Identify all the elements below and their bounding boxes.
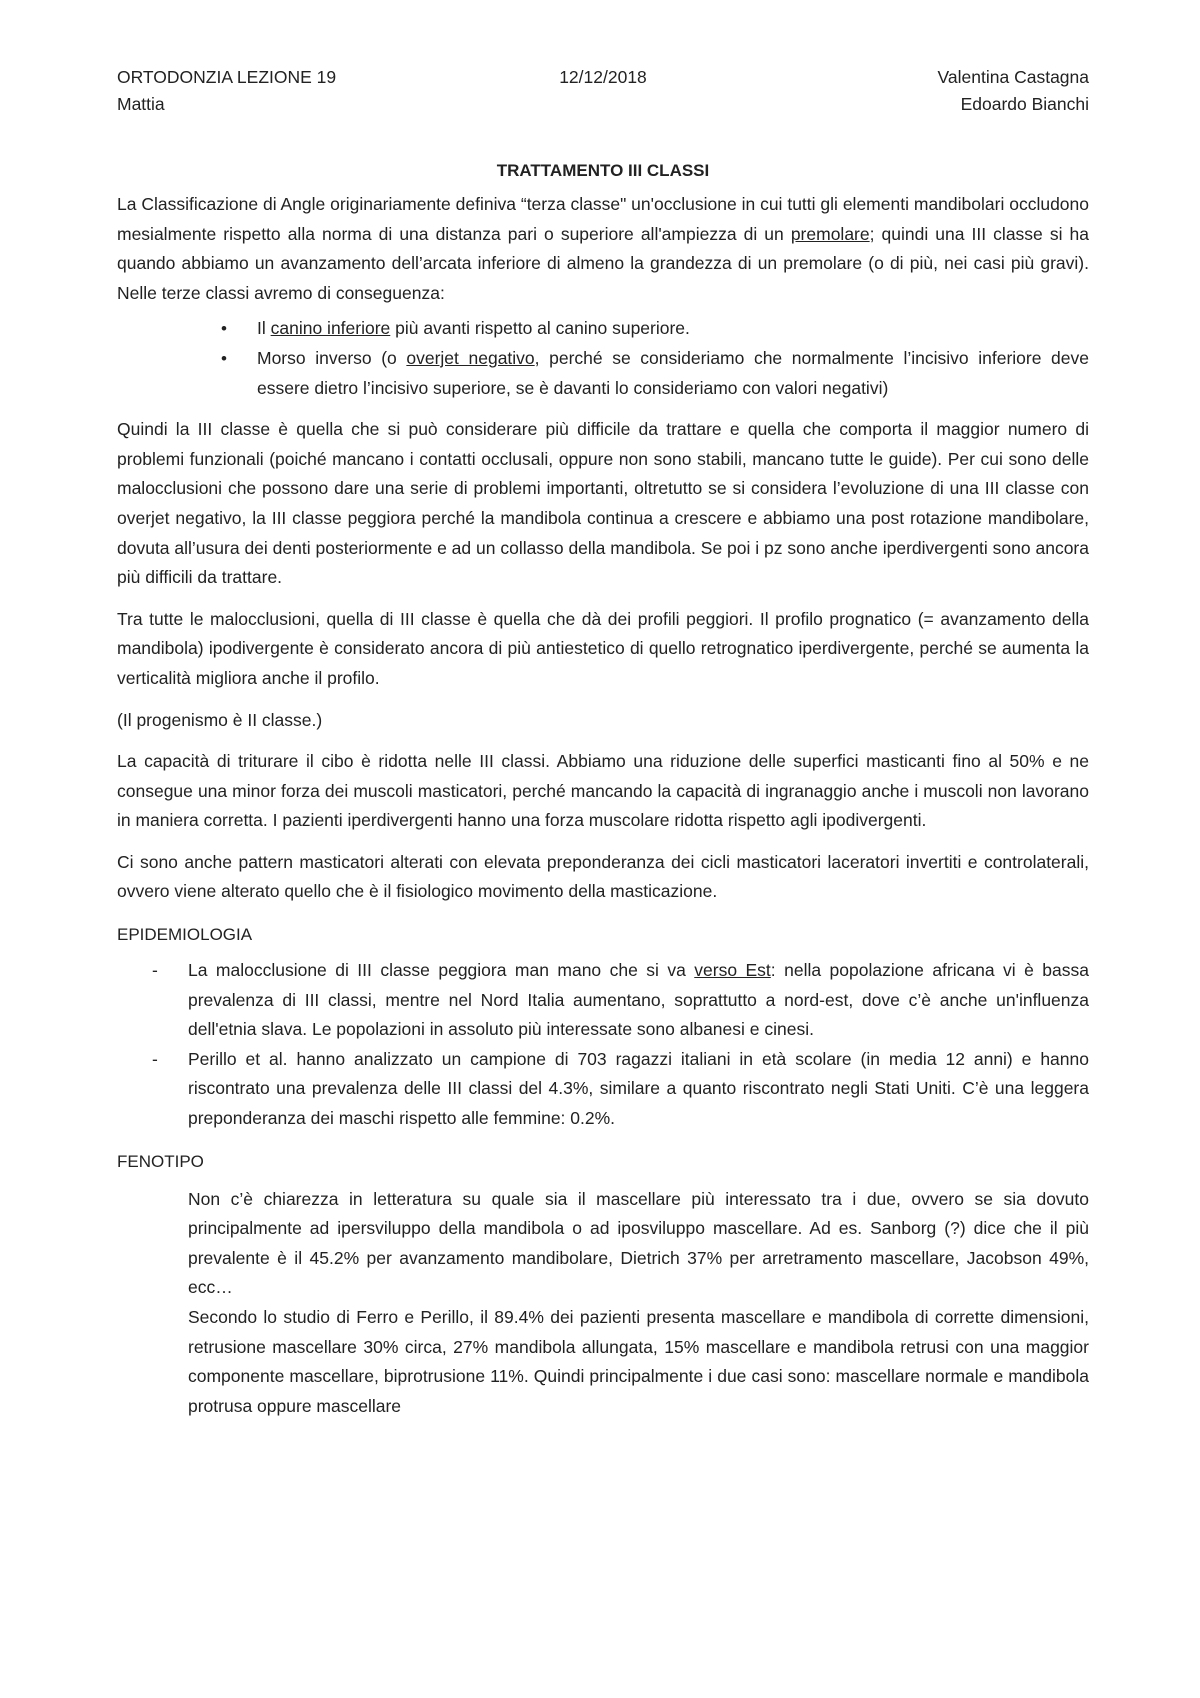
list-item [188, 956, 1089, 1045]
page-header [117, 64, 1089, 118]
section-heading-fenotipo: FENOTIPO [117, 1151, 204, 1171]
item-text: La malocclusione di III classe peggiora man mano che si va [188, 960, 695, 981]
paragraph-mastication: La capacità di triturare il cibo è ridotta nelle III classi. Abbiamo una riduzione delle superfici masticanti fino al 50% e ne consegue una minor forza dei muscoli masticatori, perché mancando la capacità di ingranaggio anche i muscoli non lavorano in maniera corretta. I pazienti iperdivergenti hanno una forza muscolare ridotta rispetto agli ipodivergenti. [117, 751, 1089, 831]
item-text: : nella popolazione africana vi è bassa prevalenza di III classi, mentre nel Nord Italia aumentano, soprattutto a nord-est, dove c’è anche un'influenza dell'etnia slava. Le popolazioni in assoluto più interessate sono albanesi e cinesi. [188, 960, 1089, 1040]
fenotipo-paragraph-1: Non c’è chiarezza in letteratura su quale sia il mascellare più interessato tra i due, ovvero se sia dovuto principalmente ad ipersviluppo della mandibola o ad iposviluppo mascellare. Ad es. Sanborg (?) dice che il più prevalente è il 45.2% per avanzamento mandibolare, Dietrich 37% per arretramento mascellare, Jacobson 49%, ecc… [188, 1188, 1089, 1298]
header-author: Mattia [117, 94, 165, 114]
intro-text-1: La Classificazione di Angle originariamente definiva “terza classe" un'occlusione in cui tutti gli elementi mandibolari occludono mesialmente rispetto alla norma di una distanza pari o superiore all'ampiezza di un [117, 194, 1089, 244]
header-course: ORTODONZIA LEZIONE 19 [117, 67, 337, 87]
bullet-underlined: canino inferiore [270, 318, 391, 339]
bullet-text: Morso inverso (o [257, 347, 407, 368]
list-item [257, 344, 1089, 403]
document-title: TRATTAMENTO III CLASSI [496, 161, 710, 180]
header-author-1: Valentina Castagna [937, 67, 1089, 87]
bullet-text: più avanti rispetto al canino superiore. [390, 318, 690, 339]
consequences-list [117, 314, 1089, 403]
section-heading-epidemiologia: EPIDEMIOLOGIA [117, 925, 253, 945]
paragraph-difficulty: Quindi la III classe è quella che si può considerare più difficile da trattare e quella che comporta il maggior numero di problemi funzionali (poiché mancano i contatti occlusali, oppure non sono stabili, mancano tutte le guide). Per cui sono delle malocclusioni che possono dare una serie di problemi importanti, oltretutto se si considera l’evoluzione di una III classe con overjet negativo, la III classe peggiora perché la mandibola continua a crescere e abbiamo una post rotazione mandibolare, dovuta all’usura dei denti posteriormente e ad un collasso della mandibola. Se poi i pz sono anche iperdivergenti sono ancora più difficili da trattare. [117, 419, 1089, 588]
paragraph-profiles: Tra tutte le malocclusioni, quella di III classe è quella che dà dei profili peggiori. Il profilo prognatico (= avanzamento della mandibola) ipodivergente è considerato ancora di più antiestetico di quello retrognatico iperdivergente, perché se aumenta la verticalità migliora anche il profilo. [117, 608, 1089, 688]
header-right [938, 64, 1089, 118]
intro-underlined: premolare [790, 223, 870, 244]
fenotipo-body [117, 1185, 1089, 1422]
header-date: 12/12/2018 [559, 67, 647, 87]
epidemiologia-list [117, 956, 1089, 1134]
bullet-text: , perché se consideriamo che normalmente l’incisivo inferiore deve essere dietro l’incisivo superiore, se è davanti lo consideriamo con valori negativi) [257, 347, 1089, 398]
list-item: - Perillo et al. hanno analizzato un campione di 703 ragazzi italiani in età scolare (in media 12 anni) e hanno riscontrato una prevalenza delle III classi del 4.3%, similare a quanto riscontrato negli Stati Uniti. C’è una leggera preponderanza dei maschi rispetto alle femmine: 0.2%. [188, 1045, 1089, 1134]
list-item [257, 314, 1089, 344]
item-underlined: verso Est [694, 960, 771, 981]
document-page [117, 64, 1089, 1421]
paragraph-note: (Il progenismo è II classe.) [117, 709, 323, 730]
paragraph-patterns: Ci sono anche pattern masticatori alterati con elevata preponderanza dei cicli masticatori laceratori invertiti e controlaterali, ovvero viene alterato quello che è il fisiologico movimento della masticazione. [117, 851, 1089, 902]
intro-paragraph [117, 190, 1089, 308]
header-author-2: Edoardo Bianchi [960, 94, 1089, 114]
intro-text-2: ; quindi una III classe si ha quando abbiamo un avanzamento dell’arcata inferiore di almeno la grandezza di un premolare (o di più, nei casi più gravi). Nelle terze classi avremo di conseguenza: [117, 223, 1089, 303]
bullet-text: Il [257, 318, 271, 339]
fenotipo-paragraph-2: Secondo lo studio di Ferro e Perillo, il 89.4% dei pazienti presenta mascellare e mandibola di corrette dimensioni, retrusione mascellare 30% circa, 27% mandibola allungata, 15% mascellare e mandibola retrusi con una maggior componente mascellare, biprotrusione 11%. Quindi principalmente i due casi sono: mascellare normale e mandibola protrusa oppure mascellare [188, 1307, 1089, 1416]
bullet-underlined: overjet negativo [406, 347, 535, 368]
